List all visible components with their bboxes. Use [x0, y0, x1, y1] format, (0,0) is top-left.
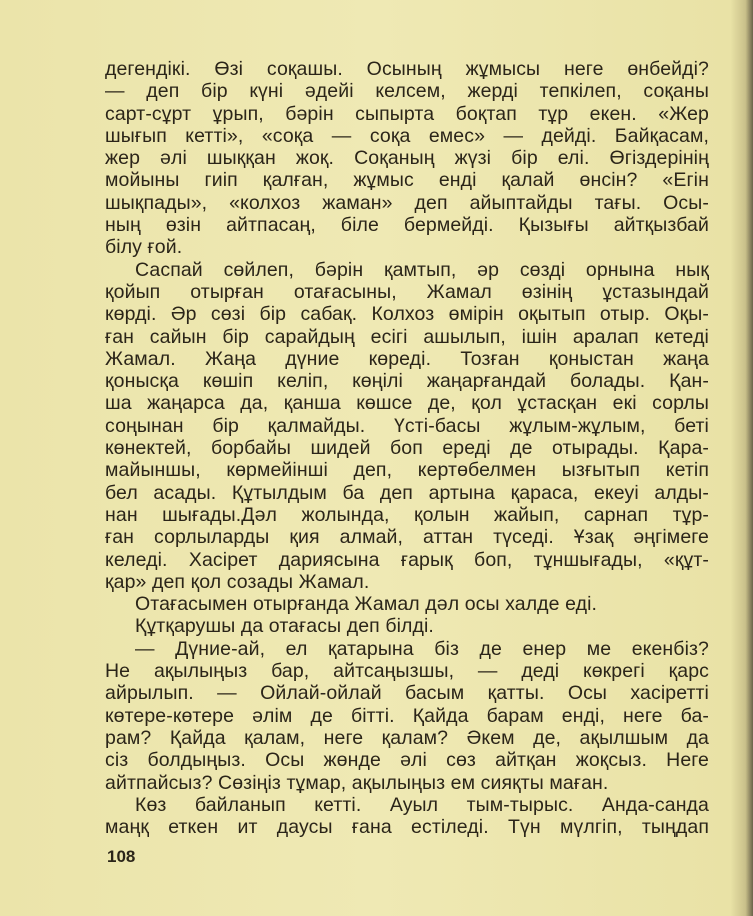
text-line: бел асады. Құтылдым ба деп артына қараса, екеуі алды-: [105, 481, 709, 504]
text-line: — Дүние-ай, ел қатарына біз де енер ме екенбіз?: [135, 637, 709, 660]
text-line: ша жаңарса да, қанша көшсе де, қол ұстасқан екі сорлы: [105, 392, 709, 415]
text-line: рам? Қайда қалам, неге қалам? Әкем де, ақылшым да: [105, 726, 709, 749]
text-line: қонысқа көшіп келіп, көңілі жаңарғандай болады. Қан-: [105, 370, 709, 393]
text-line: білу ғой.: [105, 236, 183, 259]
paragraph: [105, 259, 709, 593]
text-line: көнектей, борбайы шидей боп ереді де отырады. Қара-: [105, 437, 709, 460]
text-line: Көз байланып кетті. Ауыл тым-тырыс. Анда-санда: [135, 793, 709, 816]
paragraph: [105, 593, 709, 615]
text-line: ған сорлыларды қия алмай, аттан түседі. Ұзақ әңгімеге: [105, 526, 709, 549]
text-line: жер әлі шыққан жоқ. Соқаның жүзі бір елі. Өгіздерінің: [105, 147, 709, 170]
text-line: мойыны гиіп қалған, жұмыс енді қалай өнсін? «Егін: [105, 169, 709, 192]
text-line: көтере-көтере әлім де бітті. Қайда барам енді, неге ба-: [105, 704, 709, 727]
text-line: сарт-сұрт ұрып, бәрін сыпырта боқтап тұр екен. «Жер: [105, 102, 709, 125]
text-line: Құтқарушы да отағасы деп білді.: [135, 615, 434, 638]
text-line: ның өзін айтпасаң, біле бермейді. Қызығы айтқызбай: [105, 214, 709, 237]
text-line: соңынан бір қалмайды. Үсті-басы жұлым-жұлым, беті: [105, 414, 709, 437]
paragraph: [105, 615, 709, 637]
text-line: Жамал. Жаңа дүние көреді. Тозған қоныстан жаңа: [105, 347, 709, 370]
text-line: дегендікі. Өзі соқашы. Осының жұмысы неге өнбейді?: [105, 58, 709, 80]
text-line: майыншы, көрмейінші деп, кертөбелмен ызғытып кетіп: [105, 459, 709, 482]
text-line: айрылып. — Ойлай-ойлай басым қатты. Осы хасіретті: [105, 682, 709, 705]
text-line: шықпады», «колхоз жаман» деп айыптайды тағы. Осы-: [105, 191, 709, 214]
text-line: шығып кетті», «соқа — соқа емес» — дейді. Байқасам,: [105, 124, 709, 147]
paragraph: [105, 58, 709, 259]
text-line: қойып отырған отағасыны, Жамал өзінің ұстазындай: [105, 280, 709, 303]
body-text: [105, 58, 709, 838]
text-line: Саспай сөйлеп, бәрін қамтып, әр сөзді орнына нық: [135, 258, 709, 281]
paragraph: [105, 794, 709, 839]
text-line: маңқ еткен ит даусы ғана естіледі. Түн мүлгіп, тыңдап: [105, 816, 709, 839]
text-line: қар» деп қол созады Жамал.: [105, 570, 370, 593]
text-line: айтпайсыз? Сөзіңіз тұмар, ақылыңыз ем сияқты маған.: [105, 771, 609, 794]
text-line: — деп бір күні әдейі келсем, жерді тепкілеп, соқаны: [105, 80, 709, 103]
paragraph: [105, 638, 709, 794]
text-line: сіз болдыңыз. Осы жөнде әлі сөз айтқан жоқсыз. Неге: [105, 749, 709, 772]
text-line: Не ақылыңыз бар, айтсаңызшы, — деді көкрегі қарс: [105, 660, 709, 683]
text-line: Отағасымен отырғанда Жамал дәл осы халде еді.: [135, 593, 598, 616]
page-number: 108: [107, 847, 136, 866]
text-line: ған сайын бір сарайдың есігі ашылып, ішін аралап кетеді: [105, 325, 709, 348]
text-line: келеді. Хасірет дариясына ғарық боп, тұншығады, «құт-: [105, 548, 709, 571]
text-line: нан шығады.Дәл жолында, қолын жайып, сарнап тұр-: [105, 503, 709, 526]
text-line: көрді. Әр сөзі бір сабақ. Колхоз өмірін оқытып отыр. Оқы-: [105, 303, 709, 326]
